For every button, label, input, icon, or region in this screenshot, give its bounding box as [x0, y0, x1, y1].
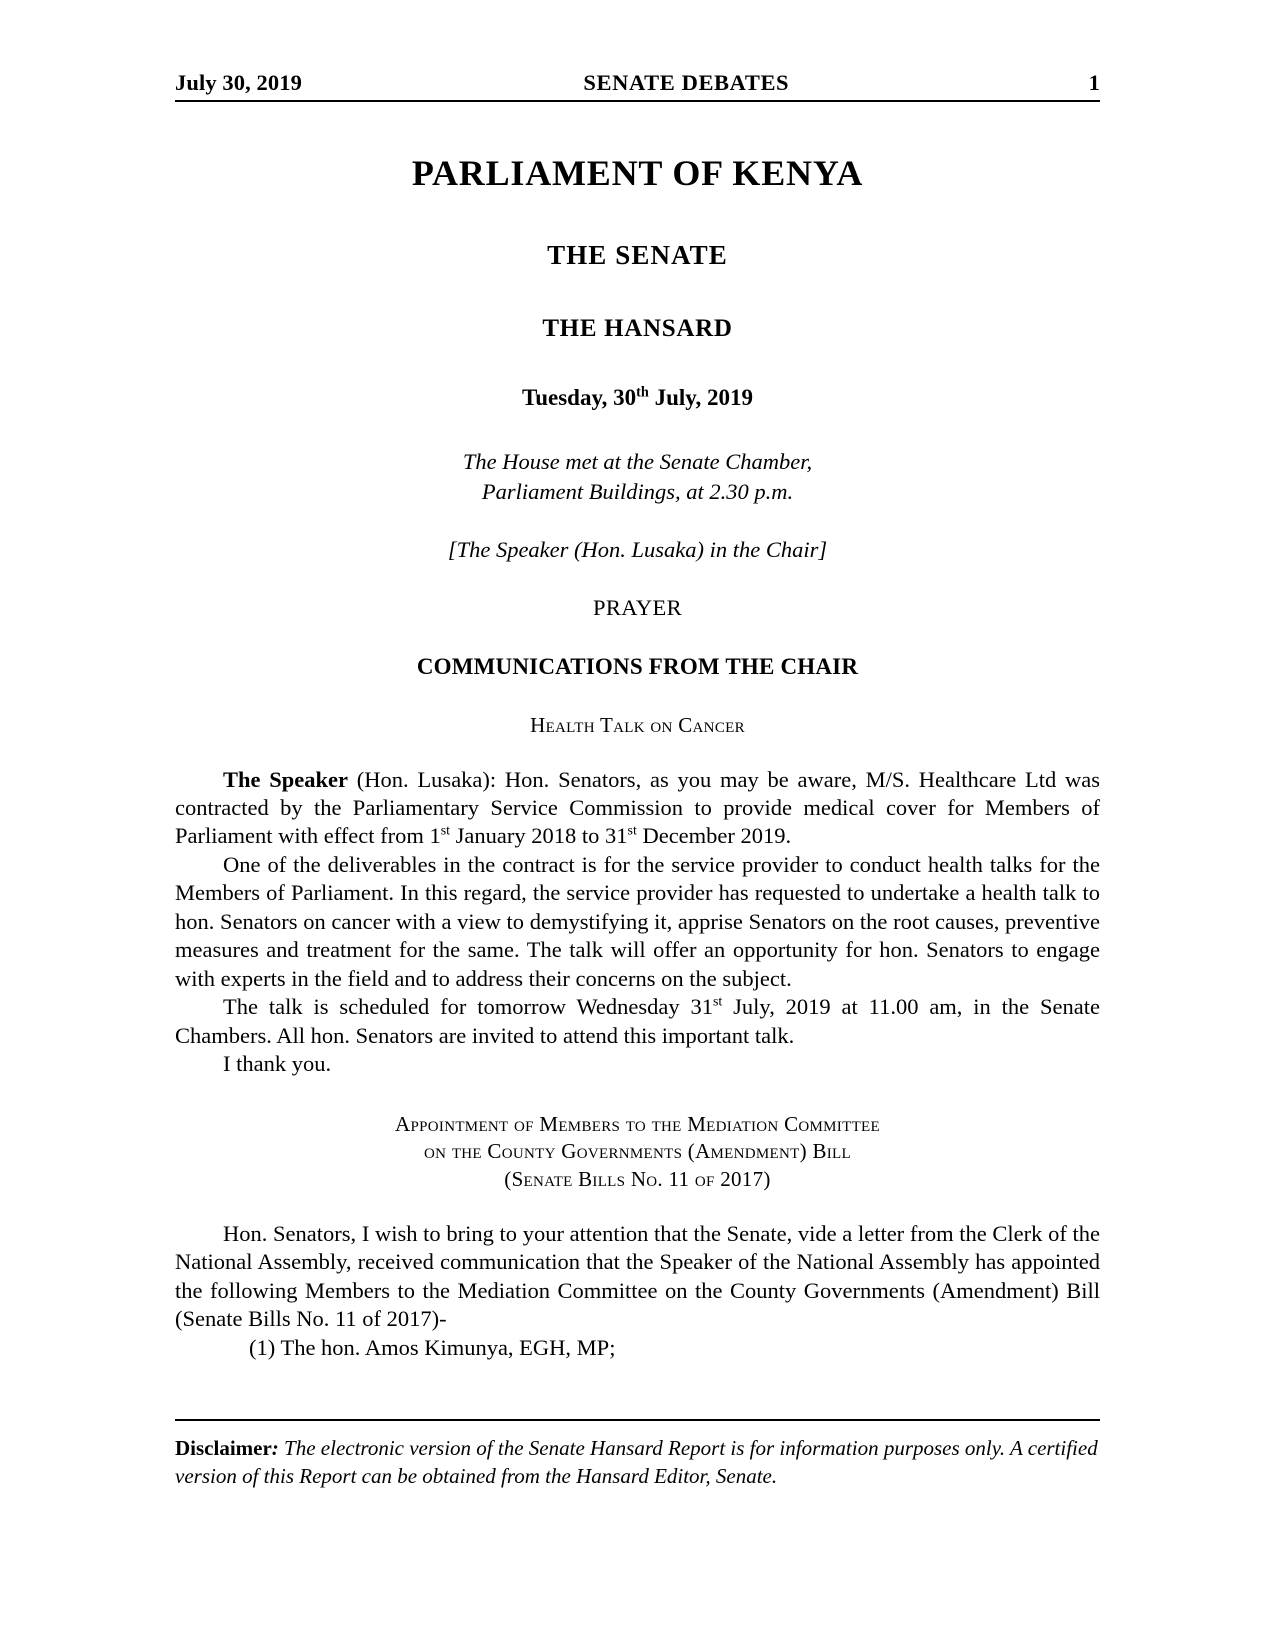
paragraph-talk-schedule: [175, 993, 1100, 1050]
paragraph-mediation-committee: Hon. Senators, I wish to bring to your attention that the Senate, vide a letter from the Clerk of the National Assembly, received communication that the Speaker of the National Assembly has appointed the following Members to the Mediation Committee on the County Governments (Amendment) Bill (Senate Bills No. 11 of 2017)-: [175, 1220, 1100, 1332]
paragraph-3-text-part-1: The talk is scheduled for tomorrow Wednesday 31: [223, 994, 713, 1020]
paragraph-deliverables: One of the deliverables in the contract is for the service provider to conduct health talks for the Members of Parliament. In this regard, the service provider has requested to undertake a health talk to hon. Senators on cancer with a view to demystifying it, apprise Senators on the root causes, preventive measures and treatment for the same. The talk will offer an opportunity for hon. Senators to engage with experts in the field and to address their concerns on the subject.: [175, 851, 1100, 991]
speaker-label: The Speaker: [223, 766, 349, 792]
paragraph-1-text-part-2: January 2018 to 31: [450, 823, 628, 849]
paragraph-speaker-intro: [175, 766, 1100, 851]
page-title-house: THE SENATE: [547, 240, 728, 270]
house-met-note: [175, 447, 1100, 507]
ordinal-1st-january: st: [440, 823, 451, 839]
communication-1-body: [175, 766, 1100, 1079]
header-title: SENATE DEBATES: [583, 70, 790, 95]
page-title-record: THE HANSARD: [542, 315, 733, 342]
communication-1-heading-line: Health Talk on Cancer: [530, 712, 745, 737]
sitting-date: [175, 385, 1100, 411]
communication-2-heading: [175, 1111, 1100, 1194]
paragraph-thank-you: I thank you.: [223, 1051, 332, 1077]
ordinal-31st-july: st: [712, 994, 723, 1010]
paragraph-1-text-part-3: December 2019.: [636, 823, 792, 849]
sitting-date-prefix: Tuesday, 30: [521, 385, 637, 410]
sitting-date-suffix: July, 2019: [648, 385, 754, 410]
paragraph-1-text-part-1: (Hon. Lusaka): Hon. Senators, as you may be aware, M/S. Healthcare Ltd was contracted by the Parliamentary Service Commission to provide medical cover for Members of Parliament with effect from 1: [175, 766, 1100, 849]
communication-2-heading-line-1: Appointment of Members to the Mediation Committee: [395, 1111, 880, 1136]
list-item: (1) The hon. Amos Kimunya, EGH, MP;: [249, 1334, 616, 1360]
paragraph-3-text-part-2: July, 2019 at 11.00 am, in the Senate Chambers. All hon. Senators are invited to attend this important talk.: [175, 994, 1100, 1048]
disclaimer: [175, 1435, 1100, 1490]
communications-section-heading: COMMUNICATIONS FROM THE CHAIR: [416, 653, 859, 679]
prayer-heading: PRAYER: [592, 594, 683, 620]
ordinal-31st-december: st: [627, 823, 637, 839]
page-footer: [175, 1419, 1100, 1490]
page-title-parliament: PARLIAMENT OF KENYA: [411, 153, 864, 193]
running-header: [175, 70, 1100, 102]
house-met-line-2: Parliament Buildings, at 2.30 p.m.: [481, 478, 794, 504]
communication-2-heading-line-3: (Senate Bills No. 11 of 2017): [504, 1166, 771, 1191]
disclaimer-colon: :: [271, 1436, 279, 1461]
chair-note: [The Speaker (Hon. Lusaka) in the Chair]: [447, 536, 828, 562]
sitting-date-ordinal: th: [636, 384, 649, 401]
disclaimer-text: The electronic version of the Senate Hansard Report is for information purposes only. A certified version of this Report can be obtained from the Hansard Editor, Senate.: [175, 1436, 1098, 1488]
disclaimer-label: Disclaimer: [175, 1436, 272, 1461]
house-met-line-1: The House met at the Senate Chamber,: [462, 449, 813, 474]
header-page-number: 1: [1088, 70, 1100, 95]
communication-2-body: [175, 1220, 1100, 1362]
communication-2-heading-line-2: on the County Governments (Amendment) Bill: [424, 1139, 851, 1164]
footer-divider: [175, 1419, 1100, 1421]
communication-1-heading: [175, 712, 1100, 740]
header-date: July 30, 2019: [175, 70, 302, 95]
